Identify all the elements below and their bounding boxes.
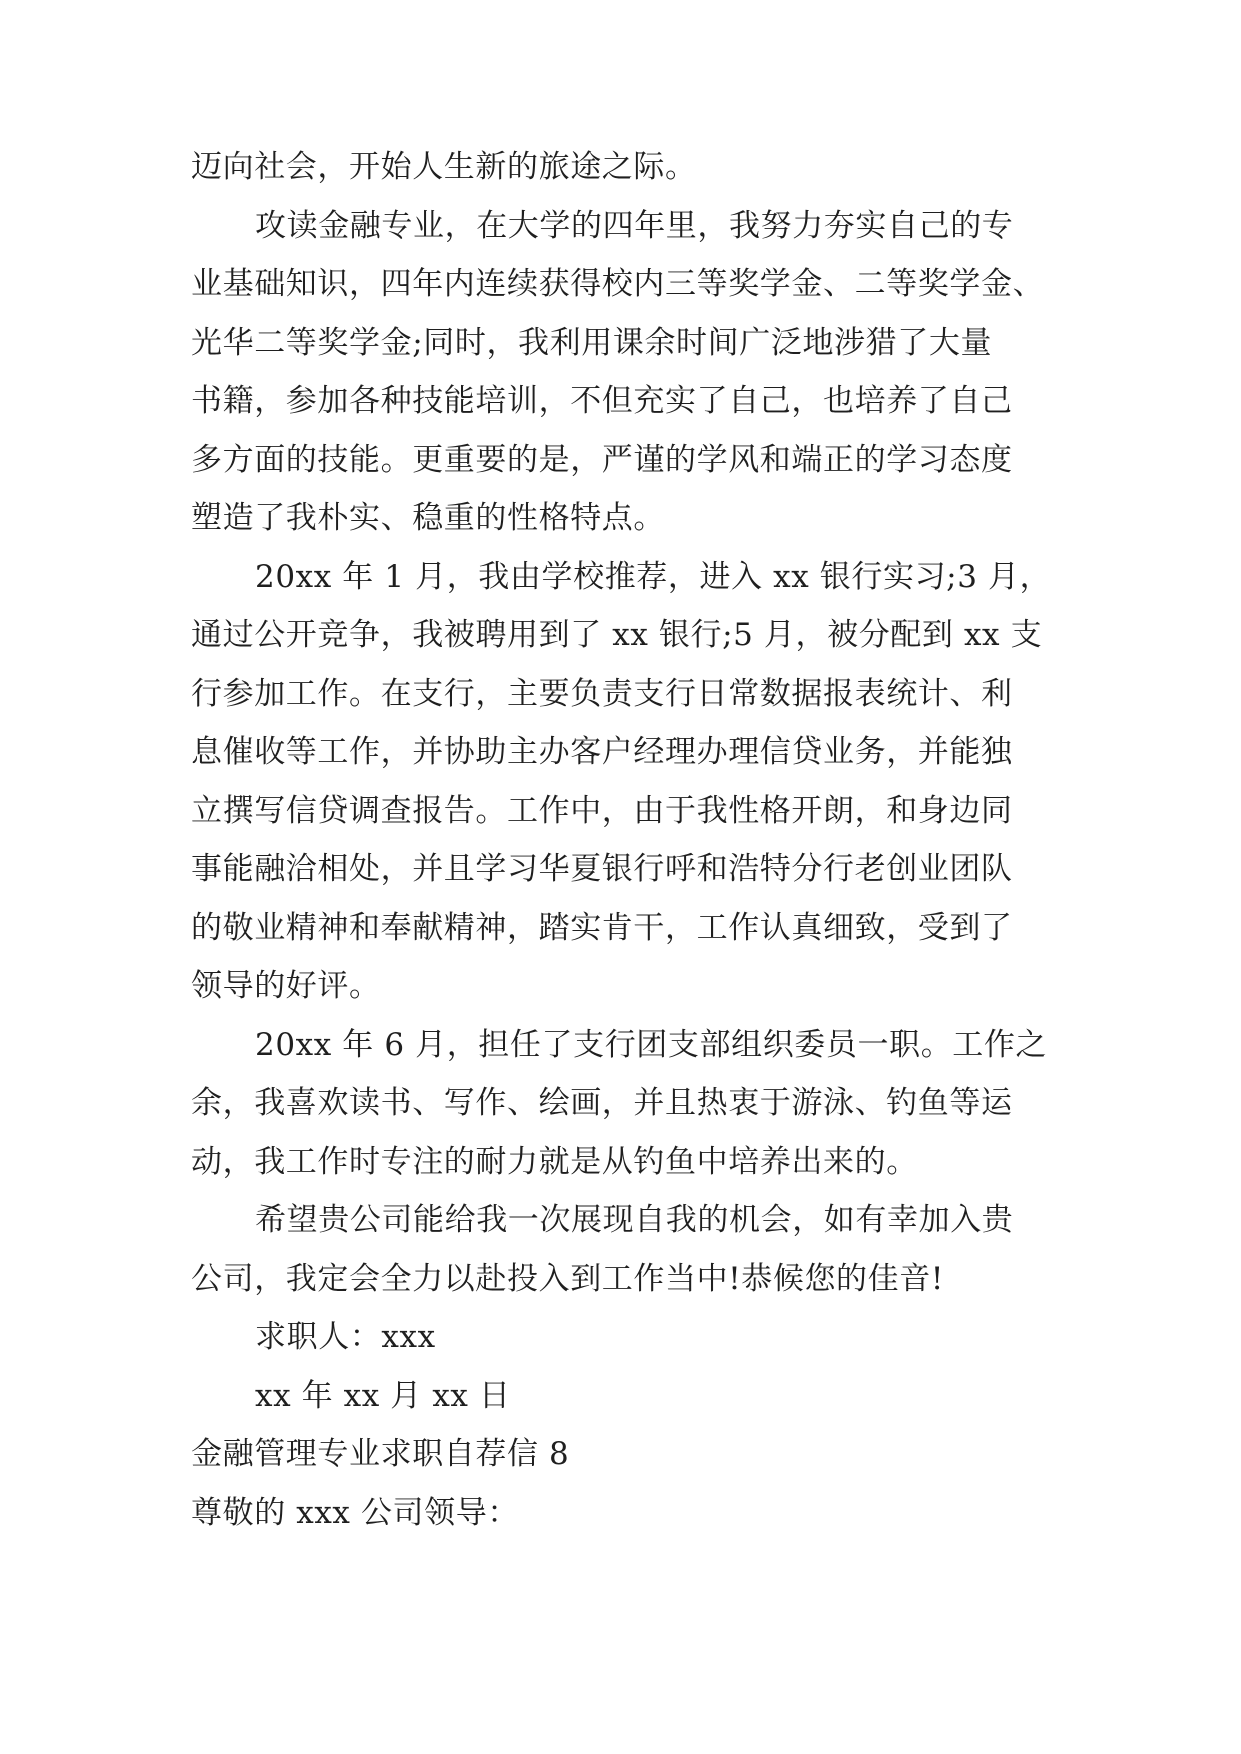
text-line: 攻读金融专业，在大学的四年里，我努力夯实自己的专	[255, 207, 1014, 244]
text-line: 动，我工作时专注的耐力就是从钓鱼中培养出来的。	[191, 1143, 918, 1180]
text-line: 塑造了我朴实、稳重的性格特点。	[191, 500, 665, 536]
text-line: 余，我喜欢读书、写作、绘画，并且热衷于游泳、钓鱼等运	[191, 1085, 1013, 1121]
salutation-line: 尊敬的 xxx 公司领导：	[191, 1494, 519, 1531]
text-line: 公司，我定会全力以赴投入到工作当中!恭候您的佳音!	[191, 1260, 944, 1297]
text-line: 20xx 年 1 月，我由学校推荐，进入 xx 银行实习;3 月，	[255, 558, 1052, 595]
text-line: 事能融洽相处，并且学习华夏银行呼和浩特分行老创业团队	[191, 851, 1013, 887]
document-body	[191, 138, 1061, 1542]
text-line: 息催收等工作，并协助主办客户经理办理信贷业务，并能独	[191, 734, 1013, 770]
signature-line: 求职人：xxx	[255, 1319, 436, 1355]
text-line: 书籍，参加各种技能培训，不但充实了自己，也培养了自己	[191, 383, 1013, 419]
text-line: 迈向社会，开始人生新的旅途之际。	[191, 149, 697, 185]
text-line: 业基础知识，四年内连续获得校内三等奖学金、二等奖学金、	[191, 266, 1045, 302]
text-line: 通过公开竞争，我被聘用到了 xx 银行;5 月，被分配到 xx 支	[191, 617, 1043, 653]
text-line: 多方面的技能。更重要的是，严谨的学风和端正的学习态度	[191, 441, 1013, 478]
text-line: 希望贵公司能给我一次展现自我的机会，如有幸加入贵	[255, 1202, 1014, 1238]
text-line: 光华二等奖学金;同时，我利用课余时间广泛地涉猎了大量	[191, 324, 993, 361]
text-line: 行参加工作。在支行，主要负责支行日常数据报表统计、利	[191, 675, 1013, 712]
date-line: xx 年 xx 月 xx 日	[255, 1377, 511, 1414]
section-title: 金融管理专业求职自荐信 8	[191, 1436, 570, 1472]
text-line: 立撰写信贷调查报告。工作中，由于我性格开朗，和身边同	[191, 792, 1013, 829]
text-line: 的敬业精神和奉献精神，踏实肯干，工作认真细致，受到了	[191, 909, 1013, 946]
text-line: 领导的好评。	[191, 968, 381, 1004]
text-line: 20xx 年 6 月，担任了支行团支部组织委员一职。工作之	[255, 1026, 1048, 1063]
